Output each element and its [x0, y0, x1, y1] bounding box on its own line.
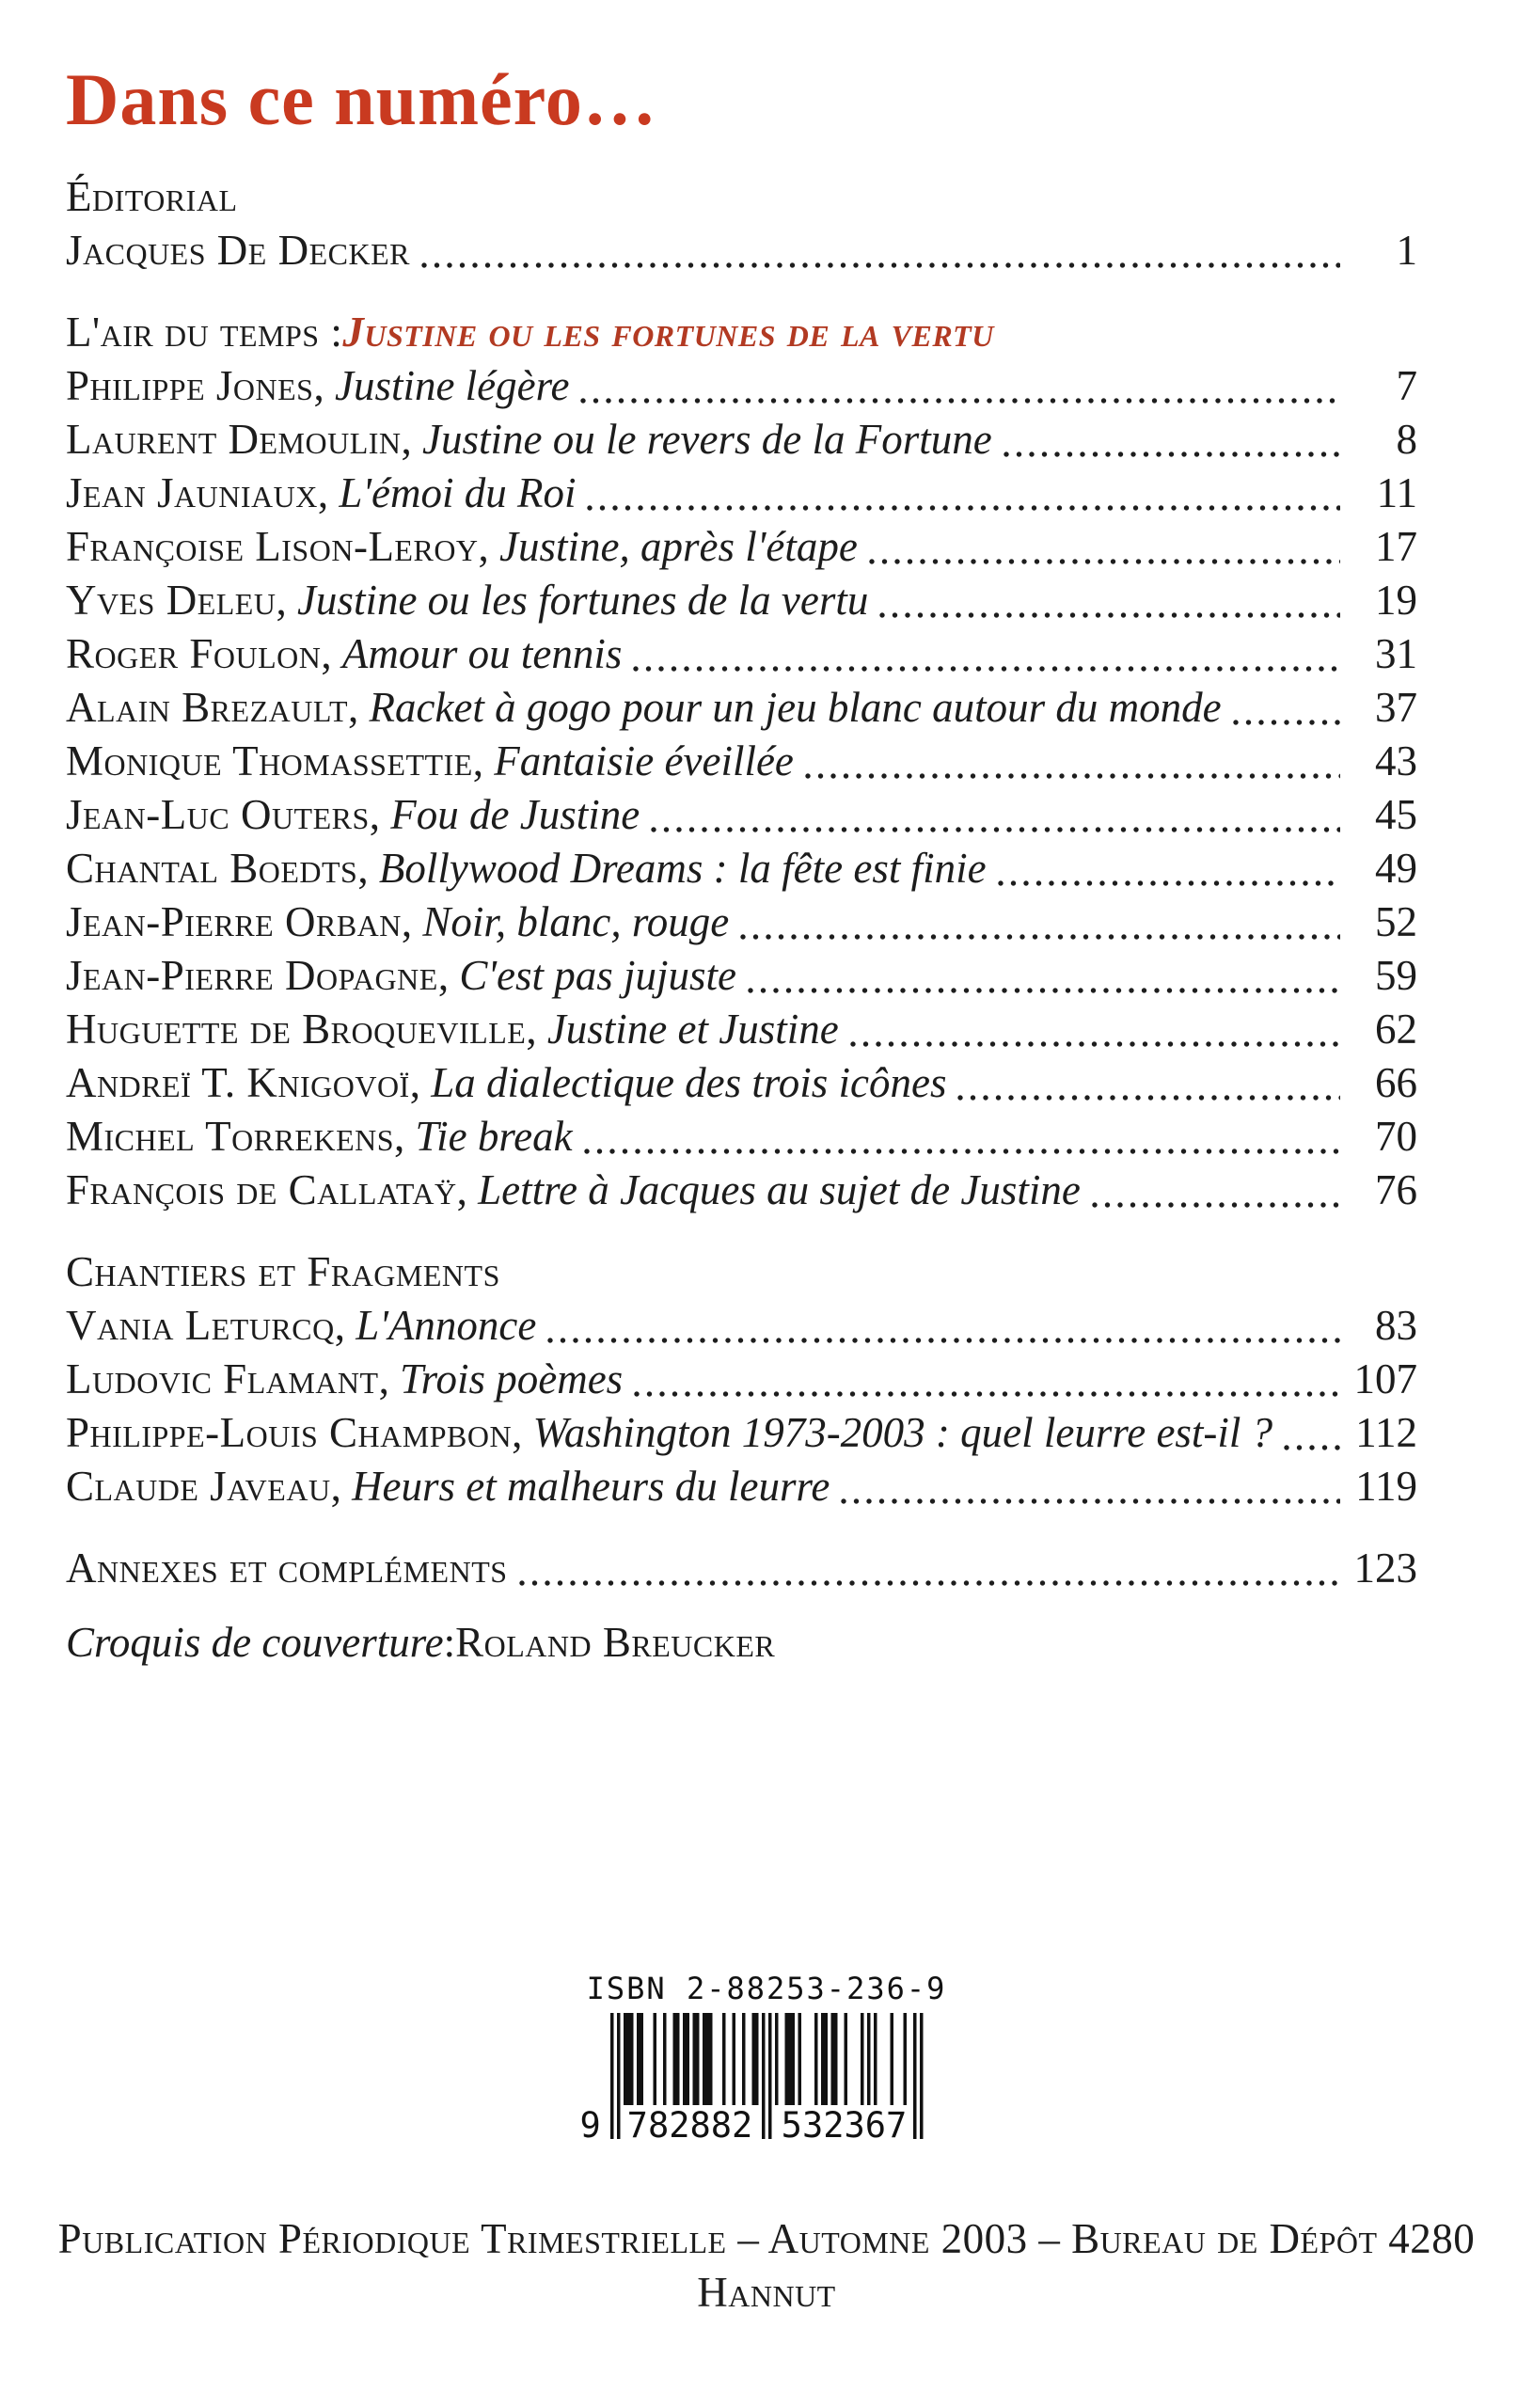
toc-entry — [66, 1460, 1417, 1513]
toc-entry — [66, 949, 1417, 1003]
toc-entry-title: L'émoi du Roi — [339, 469, 577, 516]
toc-entry-text: Philippe-Louis Champbon, Washington 1973-2003 : quel leurre est-il ? — [66, 1409, 1273, 1456]
barcode-digit-first: 9 — [579, 2105, 601, 2146]
toc-entry-author: Philippe Jones — [66, 362, 314, 409]
toc-entry-author: Jean Jauniaux — [66, 469, 318, 516]
toc-entry-author: Jean-Pierre Orban — [66, 898, 402, 945]
toc-entry-author: Jacques De Decker — [66, 227, 410, 274]
toc-entry-title: Fantaisie éveillée — [494, 737, 794, 784]
cover-credit-name: Roland Breucker — [455, 1619, 776, 1666]
toc-entry — [66, 467, 1417, 520]
section-heading — [66, 306, 1417, 359]
toc-entry-title: L'Annonce — [356, 1302, 537, 1349]
section-heading — [66, 170, 1417, 224]
section-heading-subtitle: Justine ou les fortunes de la vertu — [342, 309, 994, 356]
toc-entry-text: Alain Brezault, Racket à gogo pour un jeu blanc autour du monde — [66, 684, 1222, 731]
toc-entry — [66, 1056, 1417, 1110]
toc-entry — [66, 1542, 1417, 1595]
dot-leader — [1004, 451, 1340, 458]
toc-entry-title: Amour ou tennis — [341, 630, 623, 677]
dot-leader — [850, 1040, 1340, 1048]
isbn-block — [0, 1972, 1533, 2145]
toc-entry — [66, 1164, 1417, 1217]
section-heading — [66, 1245, 1417, 1299]
toc-entry-author: Ludovic Flamant — [66, 1355, 379, 1402]
page-number: 1 — [1396, 227, 1417, 274]
toc-entry-author: Jean-Pierre Dopagne — [66, 952, 438, 999]
toc-entry-title: Noir, blanc, rouge — [422, 898, 730, 945]
dot-leader — [587, 504, 1340, 512]
barcode — [579, 2013, 924, 2146]
page-number: 8 — [1396, 416, 1417, 463]
page-number: 59 — [1375, 952, 1417, 999]
toc-entry-text: Andreï T. Knigovoï, La dialectique des trois icônes — [66, 1059, 947, 1106]
page-number: 49 — [1375, 845, 1417, 892]
toc-entry-text: Vania Leturcq, L'Annonce — [66, 1302, 537, 1349]
barcode-digit-group1: 782882 — [626, 2105, 753, 2146]
toc-entry-author: Vania Leturcq — [66, 1302, 335, 1349]
dot-leader — [957, 1094, 1340, 1101]
page-number: 107 — [1353, 1355, 1417, 1402]
toc-entry-text: Monique Thomassettie, Fantaisie éveillée — [66, 737, 794, 784]
toc-entry-title: Justine et Justine — [546, 1006, 839, 1053]
barcode-digits — [579, 2105, 924, 2147]
page-content — [66, 55, 1417, 1670]
toc-entry-title: Fou de Justine — [390, 791, 640, 838]
toc-section — [66, 306, 1417, 1217]
toc-entry-author: Monique Thomassettie — [66, 737, 473, 784]
toc-entry — [66, 1353, 1417, 1406]
toc-entry-text: Laurent Demoulin, Justine ou le revers de la Fortune — [66, 416, 992, 463]
toc-entry-title: Trois poèmes — [400, 1355, 624, 1402]
toc-entry-title: Justine ou le revers de la Fortune — [422, 416, 992, 463]
cover-credit-separator: : — [443, 1619, 456, 1666]
toc-entry-title: C'est pas jujuste — [459, 952, 736, 999]
dot-leader — [748, 987, 1340, 994]
toc-entry-text: Roger Foulon, Amour ou tennis — [66, 630, 623, 677]
page-number: 7 — [1396, 362, 1417, 409]
footer-imprint: Publication Périodique Trimestrielle – Automne 2003 – Bureau de Dépôt 4280 Hannut — [57, 2215, 1476, 2316]
toc-entry — [66, 788, 1417, 842]
toc-entry-author: Alain Brezault — [66, 684, 348, 731]
toc-entry — [66, 681, 1417, 735]
page-number: 62 — [1375, 1006, 1417, 1053]
toc-entry — [66, 1299, 1417, 1353]
page-number: 76 — [1375, 1166, 1417, 1213]
toc-entry-text: Philippe Jones, Justine légère — [66, 362, 570, 409]
toc-entry — [66, 1003, 1417, 1056]
toc-entry-text: Claude Javeau, Heurs et malheurs du leurre — [66, 1463, 830, 1510]
toc-entry-text — [66, 1542, 508, 1595]
section-heading-label: Éditorial — [66, 173, 238, 220]
toc-entry-author: Yves Deleu — [66, 577, 277, 624]
toc-entry-title: Heurs et malheurs du leurre — [352, 1463, 830, 1510]
page-number: 66 — [1375, 1059, 1417, 1106]
toc-entry-text — [66, 224, 410, 277]
toc-entry-title: Lettre à Jacques au sujet de Justine — [478, 1166, 1081, 1213]
toc-entry-author: Chantal Boedts — [66, 845, 358, 892]
toc-entry — [66, 359, 1417, 413]
toc-entry-text: Jean-Pierre Orban, Noir, blanc, rouge — [66, 898, 730, 945]
dot-leader — [1092, 1201, 1340, 1209]
toc-entry-author: Françoise Lison-Leroy — [66, 523, 479, 570]
page-number: 37 — [1375, 684, 1417, 731]
dot-leader — [633, 665, 1340, 673]
toc-entry — [66, 224, 1417, 277]
page-number: 52 — [1375, 898, 1417, 945]
isbn-label: ISBN 2-88253-236-9 — [586, 1971, 947, 2006]
toc-entry-title: Justine légère — [334, 362, 570, 409]
toc-entry-author: Claude Javeau — [66, 1463, 331, 1510]
toc-entry — [66, 895, 1417, 949]
toc-entry-author: Annexes et compléments — [66, 1545, 508, 1592]
toc-entry-author: Philippe-Louis Champbon — [66, 1409, 513, 1456]
toc-entry-title: Washington 1973-2003 : quel leurre est-il ? — [532, 1409, 1273, 1456]
toc-entry — [66, 735, 1417, 788]
toc-entry-author: Huguette de Broqueville — [66, 1006, 527, 1053]
page-number: 119 — [1355, 1463, 1417, 1510]
page-number: 112 — [1355, 1409, 1417, 1456]
toc-entry-author: François de Callataÿ — [66, 1166, 457, 1213]
toc-entry-text: Jean Jauniaux, L'émoi du Roi — [66, 469, 577, 516]
page-number: 123 — [1353, 1545, 1417, 1592]
toc-entry — [66, 1406, 1417, 1460]
toc-entry-author: Andreï T. Knigovoï — [66, 1059, 410, 1106]
dot-leader — [651, 826, 1340, 833]
toc-entry-title: Justine, après l'étape — [499, 523, 858, 570]
toc-entry-title: La dialectique des trois icônes — [431, 1059, 947, 1106]
page-number: 83 — [1375, 1302, 1417, 1349]
dot-leader — [421, 261, 1340, 269]
toc-entry-text: Françoise Lison-Leroy, Justine, après l'étape — [66, 523, 858, 570]
toc-section — [66, 170, 1417, 277]
toc-entry-text: Jean-Luc Outers, Fou de Justine — [66, 791, 640, 838]
toc-entry-title: Justine ou les fortunes de la vertu — [296, 577, 869, 624]
toc-entry-author: Laurent Demoulin — [66, 416, 402, 463]
dot-leader — [1284, 1444, 1340, 1451]
dot-leader — [584, 1148, 1340, 1155]
page-number: 11 — [1376, 469, 1417, 516]
toc-entry-author: Roger Foulon — [66, 630, 322, 677]
toc-entry — [66, 1110, 1417, 1164]
dot-leader — [580, 397, 1340, 404]
cover-credit-label: Croquis de couverture — [66, 1619, 444, 1666]
toc-section — [66, 1245, 1417, 1513]
dot-leader — [634, 1390, 1340, 1398]
toc-entry-text: Michel Torrekens, Tie break — [66, 1113, 573, 1160]
toc-entry-text: Jean-Pierre Dopagne, C'est pas jujuste — [66, 952, 736, 999]
dot-leader — [879, 611, 1340, 619]
toc-entry-text: Ludovic Flamant, Trois poèmes — [66, 1355, 624, 1402]
toc-entry-title: Tie break — [415, 1113, 573, 1160]
toc-entry-text: Huguette de Broqueville, Justine et Justine — [66, 1006, 839, 1053]
toc-entry — [66, 842, 1417, 895]
toc-entry — [66, 627, 1417, 681]
page-number: 45 — [1375, 791, 1417, 838]
cover-credit — [66, 1616, 1417, 1670]
dot-leader — [1233, 719, 1340, 726]
toc-entry-title: Bollywood Dreams : la fête est finie — [378, 845, 987, 892]
barcode-digit-group2: 532367 — [781, 2105, 908, 2146]
dot-leader — [841, 1497, 1340, 1505]
table-of-contents — [66, 170, 1417, 1595]
dot-leader — [805, 772, 1340, 780]
dot-leader — [547, 1337, 1340, 1344]
toc-entry — [66, 413, 1417, 467]
dot-leader — [869, 558, 1340, 565]
section-heading-label: Chantiers et Fragments — [66, 1248, 500, 1295]
page-number: 70 — [1375, 1113, 1417, 1160]
toc-entry-author: Michel Torrekens — [66, 1113, 395, 1160]
dot-leader — [998, 879, 1340, 887]
page-number: 43 — [1375, 737, 1417, 784]
page-title: Dans ce numéro… — [66, 58, 657, 140]
toc-entry-text: Yves Deleu, Justine ou les fortunes de la vertu — [66, 577, 869, 624]
page-number: 19 — [1375, 577, 1417, 624]
toc-entry-text: Chantal Boedts, Bollywood Dreams : la fête est finie — [66, 845, 987, 892]
toc-entry-author: Jean-Luc Outers — [66, 791, 370, 838]
dot-leader — [519, 1579, 1340, 1587]
toc-entry — [66, 520, 1417, 574]
dot-leader — [740, 933, 1340, 941]
toc-section — [66, 1542, 1417, 1595]
toc-entry-text: François de Callataÿ, Lettre à Jacques au sujet de Justine — [66, 1166, 1081, 1213]
toc-entry — [66, 574, 1417, 627]
page-number: 17 — [1375, 523, 1417, 570]
page-number: 31 — [1375, 630, 1417, 677]
section-heading-label: L'air du temps : — [66, 309, 343, 356]
toc-entry-title: Racket à gogo pour un jeu blanc autour du monde — [369, 684, 1222, 731]
